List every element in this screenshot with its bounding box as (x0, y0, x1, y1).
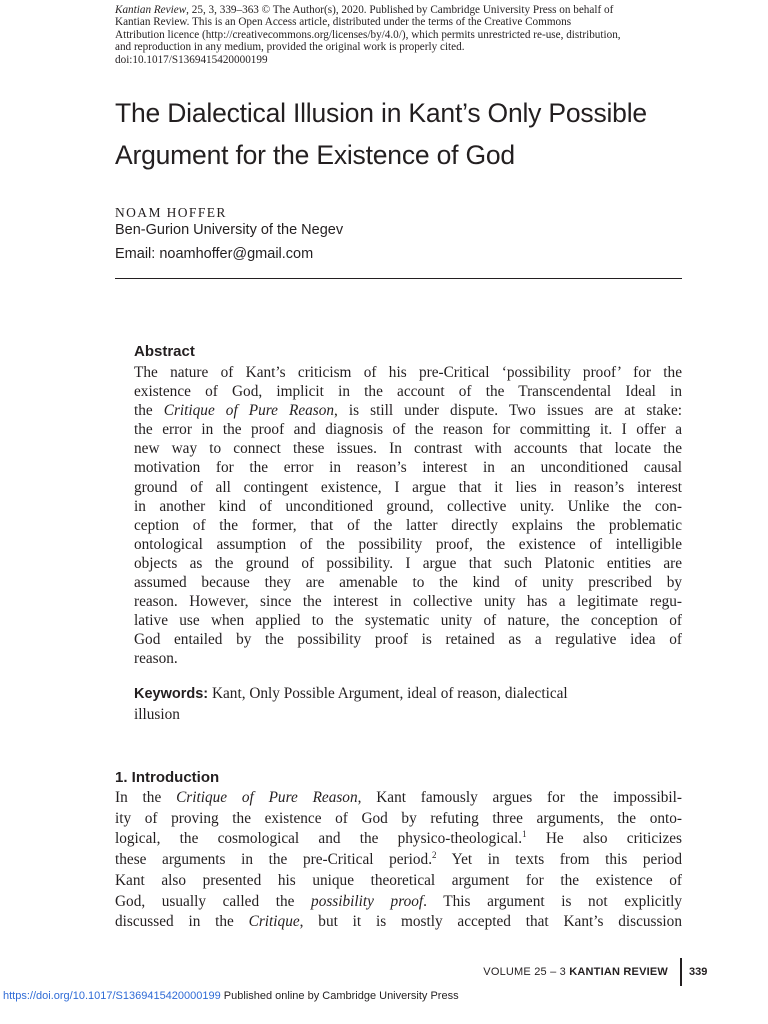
introduction-body (115, 788, 682, 933)
body-line: In the Critique of Pure Reason, Kant famously argues for the impossibil- (115, 789, 682, 806)
doi-footer (3, 990, 459, 1002)
abstract-line: assumed because they are amenable to the kind of unity prescribed by (134, 574, 682, 592)
article-title (115, 92, 715, 176)
abstract-line: reason. (134, 650, 178, 668)
publication-note (115, 4, 683, 66)
abstract-line: The nature of Kant’s criticism of his pre-Critical ‘possibility proof’ for the (134, 364, 682, 381)
page-number: 339 (689, 966, 708, 978)
work-title: Critique (248, 913, 300, 931)
footer-divider (680, 958, 682, 986)
abstract-line: ground of all contingent existence, I argue that it lies in reason’s interest (134, 478, 682, 496)
article-title-line: Argument for the Existence of God (115, 140, 515, 170)
keywords-label: Keywords: (134, 686, 209, 702)
abstract-line: motivation for the error in reason’s interest in an unconditioned causal (134, 459, 682, 477)
emphasis: possibility proof (311, 892, 424, 910)
keywords-line: illusion (134, 705, 180, 723)
work-title: Critique of Pure Reason (176, 789, 358, 806)
section-heading-introduction: 1. Introduction (115, 769, 220, 786)
keywords (134, 684, 682, 724)
keywords-line: Keywords: Kant, Only Possible Argument, ideal of reason, dialectical (134, 685, 568, 702)
publication-note-line: Attribution licence (http://creativecommons.org/licenses/by/4.0/), which permits unrestricted re-use, distribution, (115, 28, 621, 41)
body-line: discussed in the Critique, but it is mostly accepted that Kant’s discussion (115, 913, 682, 931)
abstract-line: existence of God, implicit in the account of the Transcendental Ideal in (134, 383, 682, 401)
publication-note-line: Kantian Review, 25, 3, 339–363 © The Author(s), 2020. Published by Cambridge University Press on behalf of (115, 4, 614, 16)
author-name: NOAM HOFFER (115, 205, 227, 220)
author-email: Email: noamhoffer@gmail.com (115, 246, 314, 262)
footnote-marker[interactable]: 2 (432, 850, 437, 861)
abstract-heading: Abstract (134, 343, 195, 360)
publication-note-line: Kantian Review. This is an Open Access article, distributed under the terms of the Creative Commons (115, 16, 572, 29)
abstract-line: ontological assumption of the possibility proof, the existence of intelligible (134, 535, 682, 553)
body-line: logical, the cosmological and the physico-theological.$^1$ He also criticizes (115, 829, 682, 848)
abstract-line: in another kind of unconditioned ground, collective unity. Unlike the con- (134, 497, 682, 515)
article-doi: doi:10.1017/S1369415420000199 (115, 53, 268, 66)
journal-footer-name: KANTIAN REVIEW (569, 966, 668, 978)
article-title-line: The Dialectical Illusion in Kant’s Only Possible (115, 98, 647, 128)
work-title: Critique of Pure Reason (163, 402, 335, 420)
abstract-line: the error in the proof and diagnosis of the reason for committing it. I offer a (134, 421, 682, 439)
abstract-line: lative use when applied to the systematic unity of nature, the conception of (134, 612, 682, 630)
abstract-line: ception of the former, that of the latter directly explains the problematic (134, 516, 682, 534)
abstract-body (134, 363, 682, 669)
abstract-line: reason. However, since the interest in collective unity has a legitimate regu- (134, 593, 682, 611)
body-line: God, usually called the possibility proof. This argument is not explicitly (115, 892, 682, 910)
journal-name: Kantian Review (115, 4, 187, 16)
volume-issue: VOLUME 25 – 3 (483, 966, 566, 978)
abstract-line: God entailed by the possibility proof is retained as a regulative idea of (134, 631, 682, 649)
abstract-line: objects as the ground of possibility. I argue that such Platonic entities are (134, 554, 682, 572)
doi-link[interactable]: https://doi.org/10.1017/S1369415420000199 (3, 990, 221, 1002)
abstract-line: new way to connect these issues. In contrast with accounts that locate the (134, 440, 682, 458)
published-online-note: Published online by Cambridge University Press (220, 990, 459, 1002)
header-divider (115, 278, 682, 279)
body-line: ity of proving the existence of God by refuting three arguments, the onto- (115, 809, 682, 827)
body-line: Kant also presented his unique theoretical argument for the existence of (115, 871, 682, 889)
abstract-line: the Critique of Pure Reason, is still under dispute. Two issues are at stake: (134, 402, 682, 420)
footnote-marker[interactable]: 1 (522, 829, 527, 840)
author-affiliation: Ben-Gurion University of the Negev (115, 222, 344, 238)
body-line: these arguments in the pre-Critical period.$^2$ Yet in texts from this period (115, 850, 682, 869)
running-footer (483, 966, 668, 978)
publication-note-line: and reproduction in any medium, provided the original work is properly cited. (115, 41, 465, 54)
